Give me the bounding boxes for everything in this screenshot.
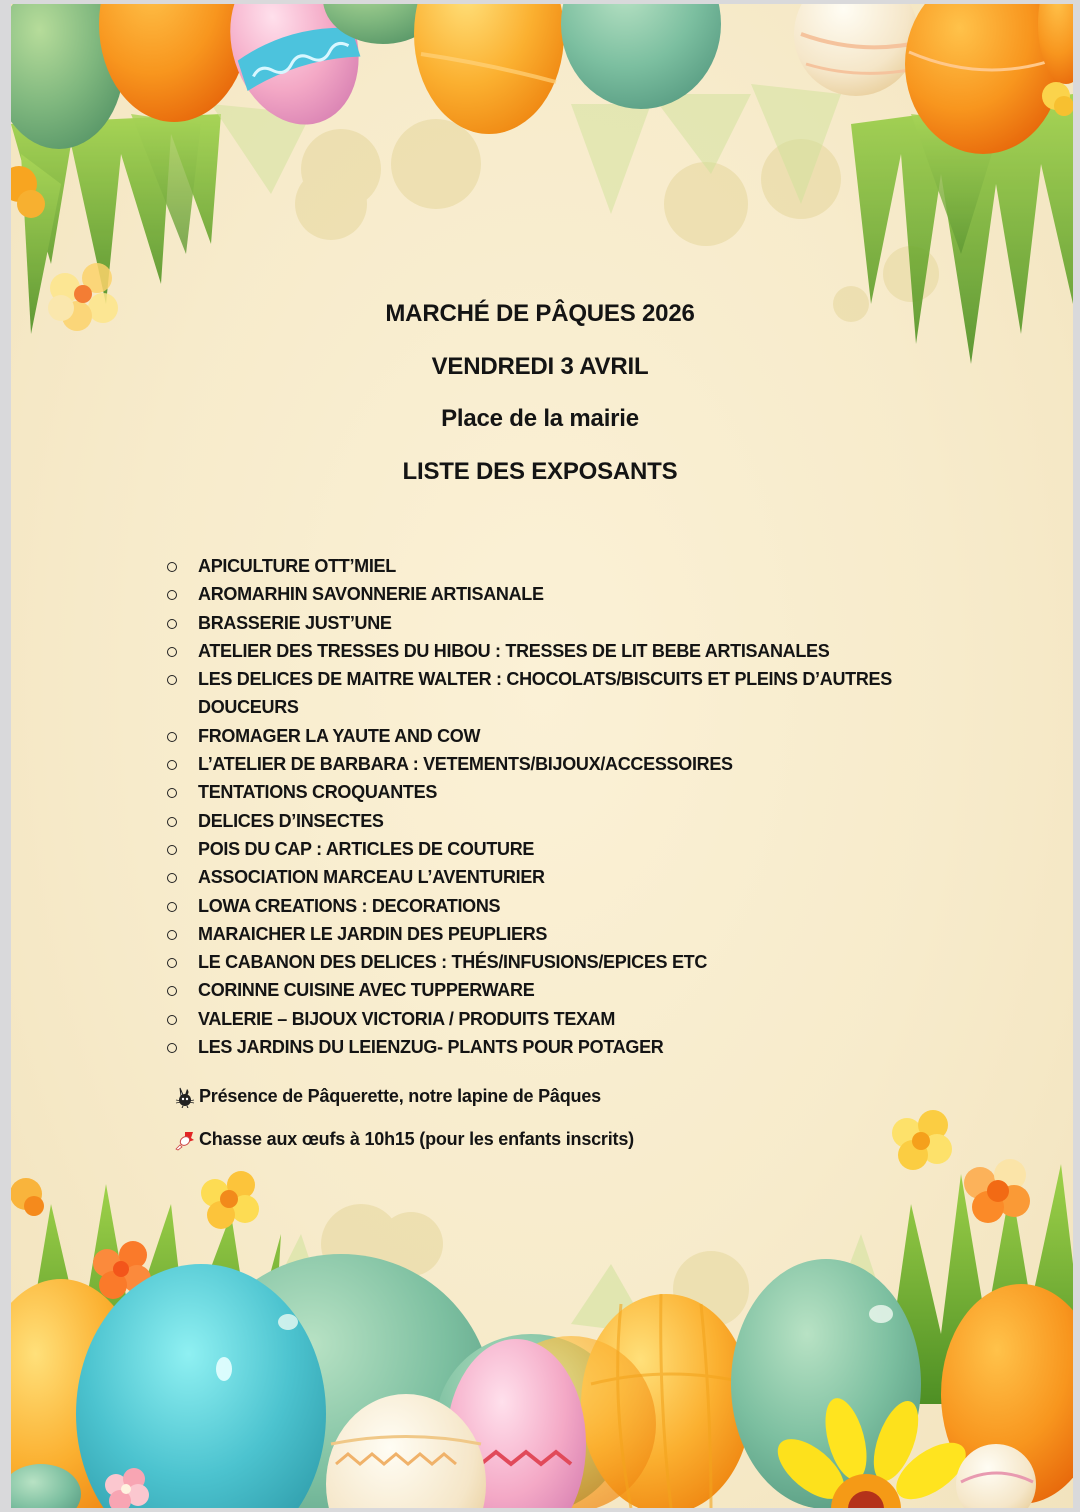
exhibitor-item [166,863,926,891]
bullet-circle-icon [167,817,177,827]
exhibitor-item [166,835,926,863]
exhibitor-name: POIS DU CAP : ARTICLES DE COUTURE [198,838,535,859]
exhibitor-name: VALERIE – BIJOUX VICTORIA / PRODUITS TEXAM [198,1008,616,1029]
notes [174,1075,634,1161]
exhibitor-list [166,552,926,1061]
note-text: Chasse aux œufs à 10h15 (pour les enfants inscrits) [199,1129,634,1149]
flyer-content [11,4,1073,1508]
bullet-circle-icon [167,873,177,883]
exhibitor-name: TENTATIONS CROQUANTES [198,782,438,803]
event-date: VENDREDI 3 AVRIL [431,352,649,380]
bullet-circle-icon [167,562,177,572]
flyer-page [11,4,1073,1508]
exhibitor-item [166,750,926,778]
exhibitor-name: ASSOCIATION MARCEAU L’AVENTURIER [198,867,545,888]
exhibitor-name: ATELIER DES TRESSES DU HIBOU : TRESSES DE LIT BEBE ARTISANALES [198,640,830,661]
bullet-circle-icon [167,732,177,742]
exhibitor-name: FROMAGER LA YAUTE AND COW [198,725,481,746]
exhibitor-item [166,892,926,920]
exhibitor-name: L’ATELIER DE BARBARA : VETEMENTS/BIJOUX/ACCESSOIRES [198,754,733,775]
exhibitor-item [166,637,926,665]
title-block [11,288,1069,498]
exhibitor-name: LOWA CREATIONS : DECORATIONS [198,895,501,916]
bullet-circle-icon [167,619,177,629]
bullet-circle-icon [167,986,177,996]
exhibitor-item [166,580,926,608]
exhibitor-item [166,778,926,806]
exhibitor-item [166,665,926,722]
bullet-circle-icon [167,647,177,657]
exhibitor-name: LES JARDINS DU LEIENZUG- PLANTS POUR POTAGER [198,1037,664,1058]
exhibitor-name: BRASSERIE JUST’UNE [198,612,392,633]
event-location: Place de la mairie [441,405,639,432]
bullet-circle-icon [167,930,177,940]
exhibitor-name: APICULTURE OTT’MIEL [198,556,396,576]
bullet-circle-icon [167,760,177,770]
exhibitor-item [166,1033,926,1061]
list-heading: LISTE DES EXPOSANTS [402,457,678,485]
exhibitor-item [166,722,926,750]
note-rabbit [174,1075,634,1118]
exhibitor-item [166,807,926,835]
candy-icon [174,1129,196,1151]
bullet-circle-icon [167,675,177,685]
exhibitor-name: AROMARHIN SAVONNERIE ARTISANALE [198,584,544,605]
exhibitor-name: DELICES D’INSECTES [198,810,384,831]
bullet-circle-icon [167,1043,177,1053]
exhibitor-item [166,920,926,948]
bullet-circle-icon [167,590,177,600]
bullet-circle-icon [167,902,177,912]
event-title: MARCHÉ DE PÂQUES 2026 [385,300,695,327]
bullet-circle-icon [167,788,177,798]
bullet-circle-icon [167,958,177,968]
note-egg-hunt [174,1118,634,1161]
exhibitor-name: MARAICHER LE JARDIN DES PEUPLIERS [198,923,548,944]
exhibitor-item [166,948,926,976]
exhibitor-item [166,1005,926,1033]
exhibitor-item [166,976,926,1004]
exhibitor-item [166,552,926,580]
bullet-circle-icon [167,1015,177,1025]
bullet-circle-icon [167,845,177,855]
note-text: Présence de Pâquerette, notre lapine de Pâques [199,1086,601,1106]
exhibitor-name: CORINNE CUISINE AVEC TUPPERWARE [198,980,535,1001]
exhibitor-name: LE CABANON DES DELICES : THÉS/INFUSIONS/EPICES ETC [198,952,708,973]
exhibitor-item [166,609,926,637]
exhibitor-name: LES DELICES DE MAITRE WALTER : CHOCOLATS/BISCUITS ET PLEINS D’AUTRES DOUCEURS [198,669,892,718]
rabbit-icon [174,1086,196,1108]
